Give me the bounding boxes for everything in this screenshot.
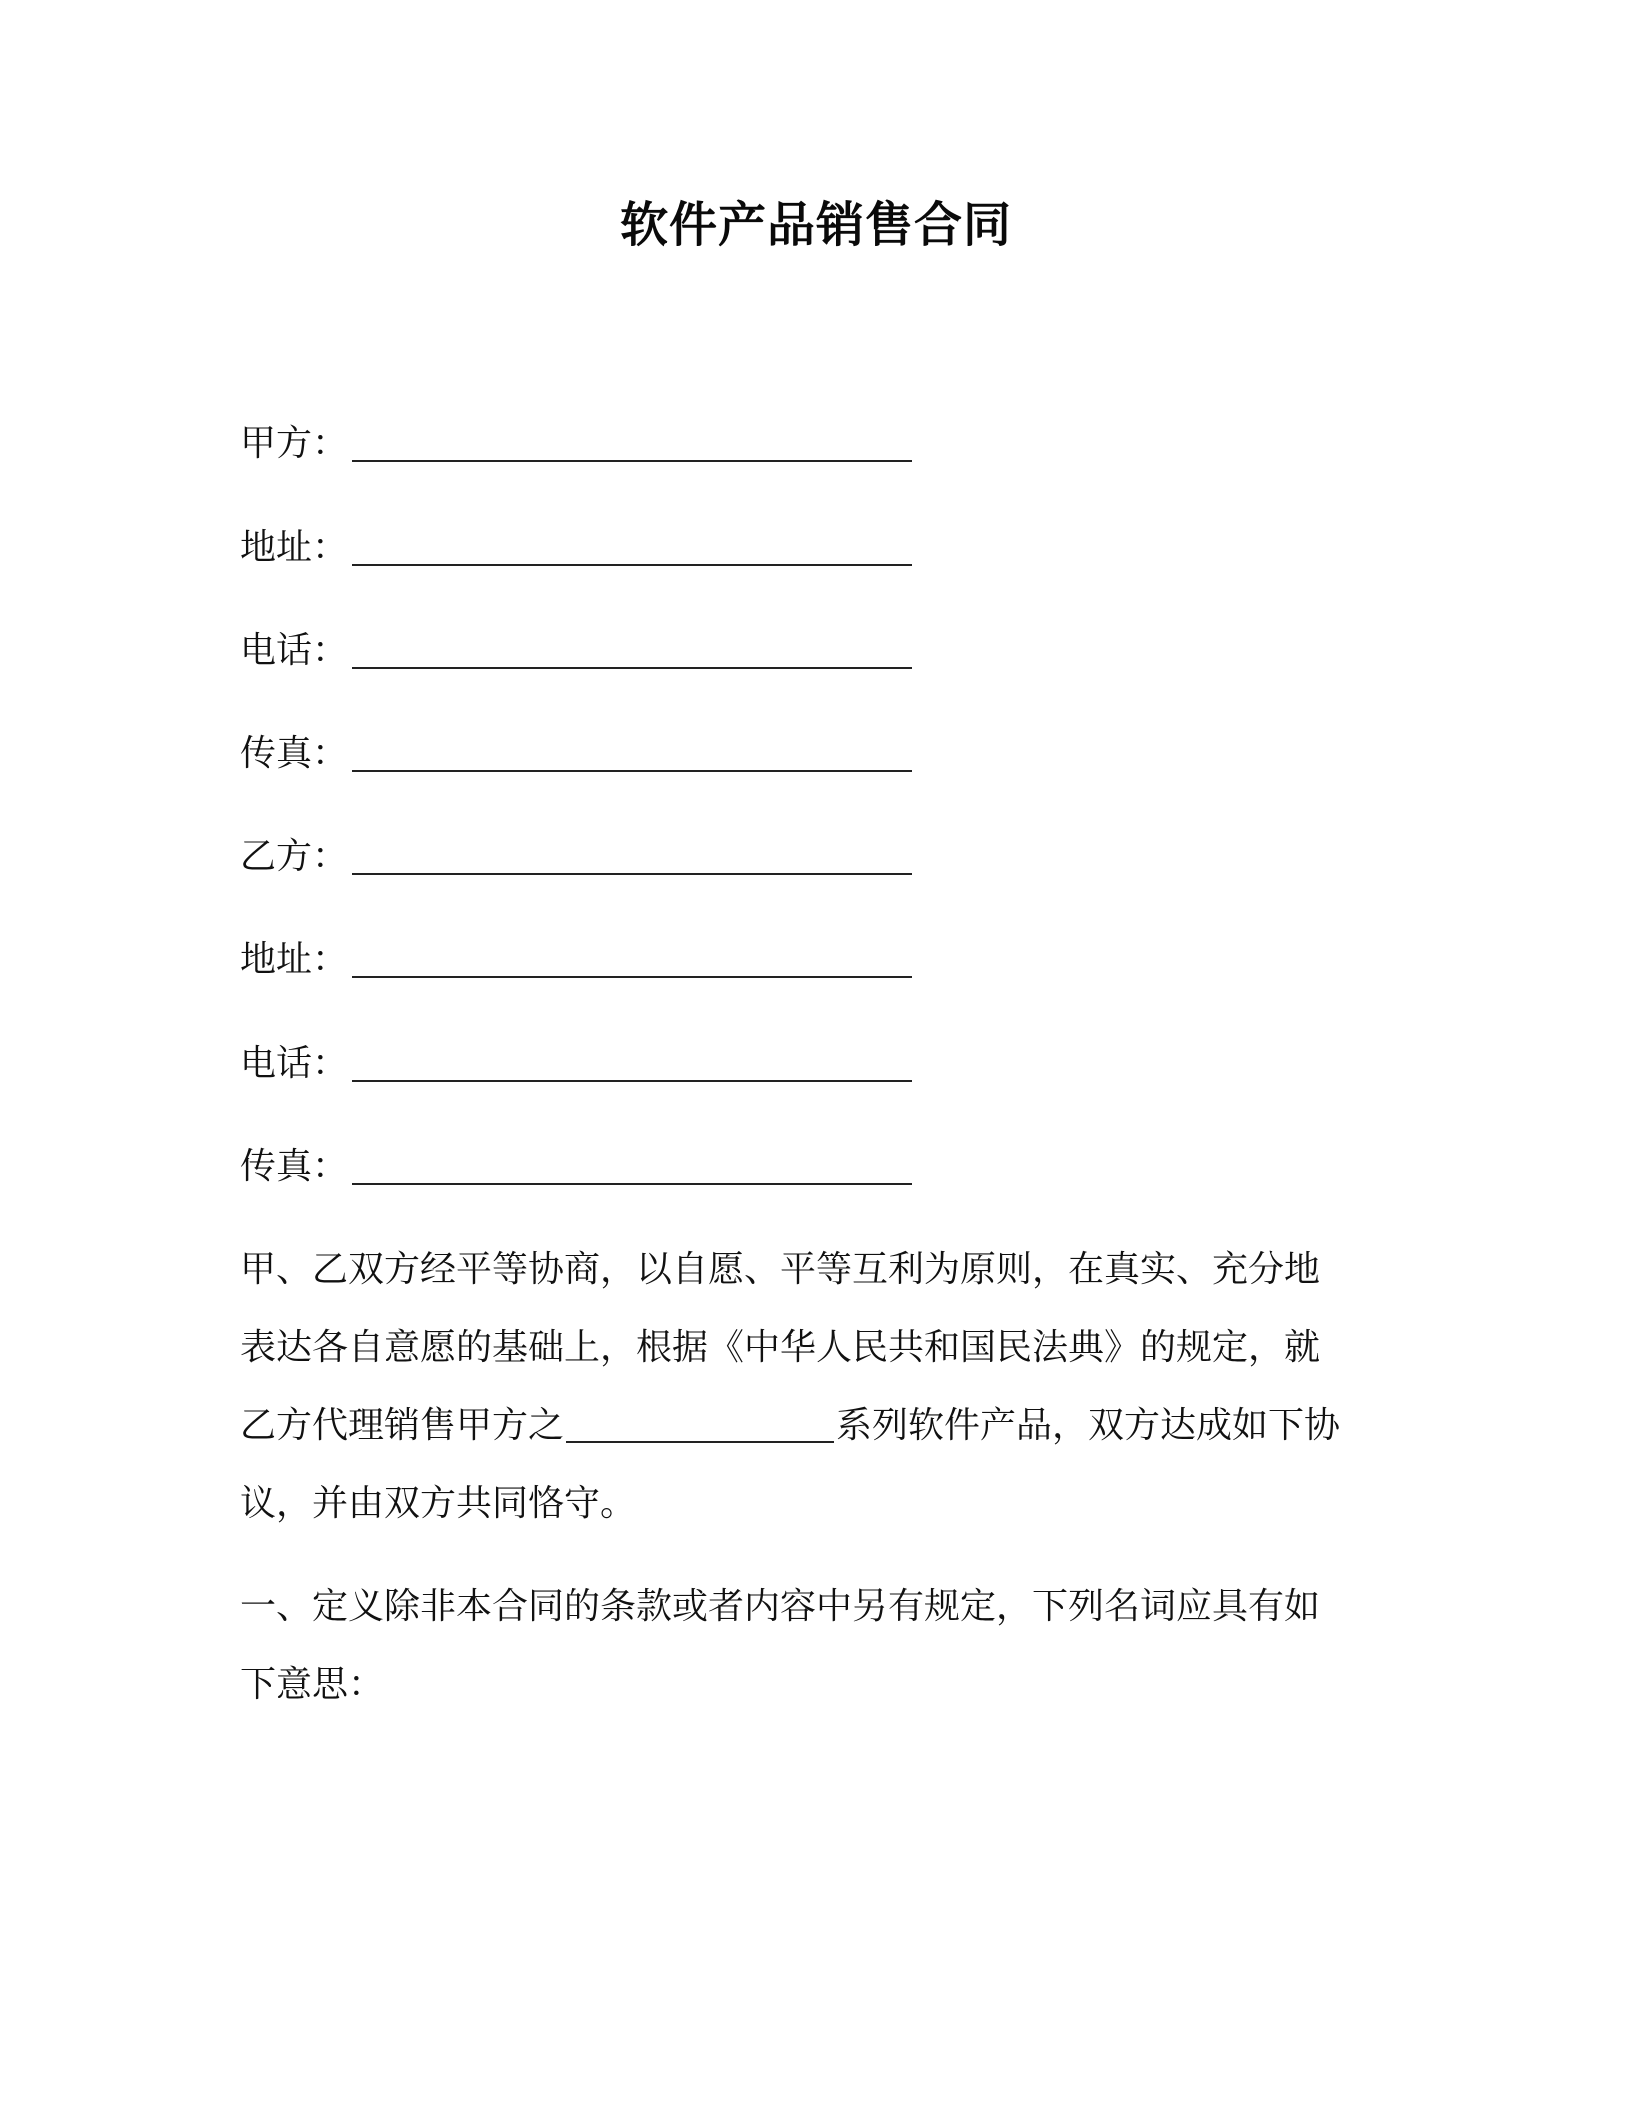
product-series-blank[interactable]	[566, 1441, 834, 1443]
party-b-fax-field	[240, 1143, 912, 1191]
section-one-definitions	[240, 1568, 1370, 1724]
party-a-fax-field	[240, 730, 912, 778]
party-a-address-label: 地址：	[240, 527, 349, 568]
party-b-address-blank[interactable]	[352, 976, 912, 978]
intro-line-2: 表达各自意愿的基础上，根据《中华人民共和国民法典》的规定，就	[240, 1327, 1321, 1368]
party-a-phone-field	[240, 627, 912, 675]
party-a-address-blank[interactable]	[352, 564, 912, 566]
intro-line-3-before: 乙方代理销售甲方之	[240, 1405, 565, 1446]
intro-paragraph	[240, 1231, 1370, 1543]
party-b-name-field	[240, 833, 912, 881]
intro-line-3	[240, 1387, 1370, 1465]
party-a-fax-label: 传真：	[240, 733, 349, 774]
party-a-name-field	[240, 420, 912, 468]
document-title: 软件产品销售合同	[619, 197, 1012, 253]
party-a-name-blank[interactable]	[352, 460, 912, 462]
party-a-address-field	[240, 524, 912, 572]
party-b-phone-field	[240, 1040, 912, 1088]
party-b-fax-label: 传真：	[240, 1146, 349, 1187]
party-b-name-blank[interactable]	[352, 873, 912, 875]
party-b-address-label: 地址：	[240, 939, 349, 980]
party-a-name-label: 甲方：	[240, 423, 349, 464]
section-one-line-1: 一、定义除非本合同的条款或者内容中另有规定，下列名词应具有如	[240, 1586, 1321, 1627]
party-b-phone-label: 电话：	[240, 1043, 349, 1084]
party-b-name-label: 乙方：	[240, 836, 349, 877]
intro-line-4: 议，并由双方共同恪守。	[240, 1483, 637, 1524]
party-a-phone-label: 电话：	[240, 630, 349, 671]
party-b-phone-blank[interactable]	[352, 1080, 912, 1082]
party-b-address-field	[240, 936, 912, 984]
intro-line-1: 甲、乙双方经平等协商，以自愿、平等互利为原则，在真实、充分地	[240, 1249, 1321, 1290]
section-one-line-2: 下意思：	[240, 1664, 385, 1705]
party-a-phone-blank[interactable]	[352, 667, 912, 669]
party-b-fax-blank[interactable]	[352, 1183, 912, 1185]
intro-line-3-after: 系列软件产品，双方达成如下协	[836, 1405, 1341, 1446]
party-a-fax-blank[interactable]	[352, 770, 912, 772]
